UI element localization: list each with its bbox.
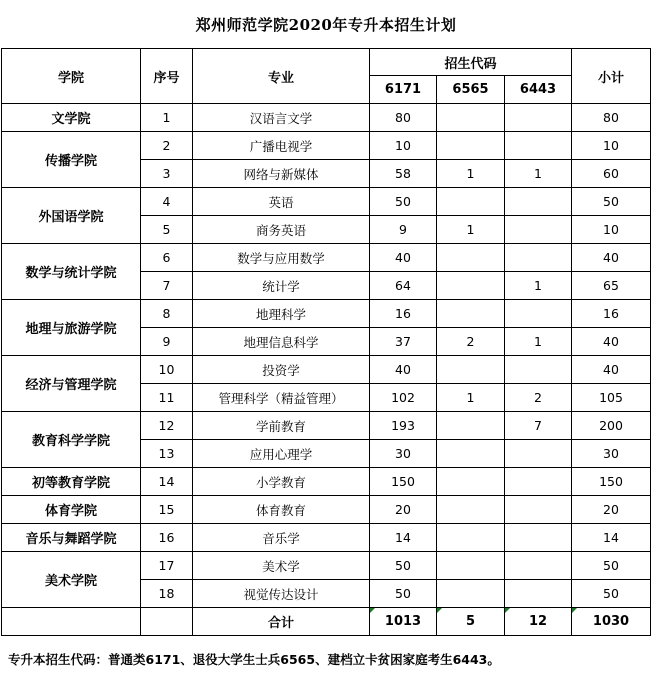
subtotal-cell: 10 (572, 132, 651, 160)
major-cell: 网络与新媒体 (193, 160, 370, 188)
total-6443-value: 12 (528, 614, 548, 629)
code-6565-cell (437, 524, 505, 552)
subtotal-cell: 20 (572, 496, 651, 524)
college-cell: 体育学院 (2, 496, 141, 524)
header-code-6171: 6171 (370, 76, 437, 104)
major-cell: 管理科学（精益管理） (193, 384, 370, 412)
header-major: 专业 (193, 49, 370, 104)
code-6565-cell: 1 (437, 160, 505, 188)
header-subtotal: 小计 (572, 49, 651, 104)
code-6171-cell: 40 (370, 244, 437, 272)
serial-cell: 10 (141, 356, 193, 384)
code-6443-cell (505, 216, 572, 244)
totals-label: 合计 (193, 608, 370, 636)
code-6443-cell (505, 244, 572, 272)
code-6565-cell: 1 (437, 216, 505, 244)
college-cell: 外国语学院 (2, 188, 141, 244)
code-6171-cell: 40 (370, 356, 437, 384)
code-6565-cell (437, 356, 505, 384)
code-6443-cell (505, 552, 572, 580)
college-cell: 教育科学学院 (2, 412, 141, 468)
serial-cell: 16 (141, 524, 193, 552)
code-6565-cell (437, 496, 505, 524)
major-cell: 投资学 (193, 356, 370, 384)
code-6565-cell (437, 552, 505, 580)
college-cell: 文学院 (2, 104, 141, 132)
major-cell: 数学与应用数学 (193, 244, 370, 272)
subtotal-cell: 14 (572, 524, 651, 552)
serial-cell: 6 (141, 244, 193, 272)
serial-cell: 14 (141, 468, 193, 496)
college-cell: 初等教育学院 (2, 468, 141, 496)
major-cell: 商务英语 (193, 216, 370, 244)
major-cell: 美术学 (193, 552, 370, 580)
code-6443-cell (505, 496, 572, 524)
code-6171-cell: 20 (370, 496, 437, 524)
code-6443-cell: 2 (505, 384, 572, 412)
total-6171-cell (370, 608, 437, 636)
code-6443-cell (505, 524, 572, 552)
header-college: 学院 (2, 49, 141, 104)
major-cell: 小学教育 (193, 468, 370, 496)
corner-marker (437, 608, 442, 613)
serial-cell: 15 (141, 496, 193, 524)
subtotal-cell: 50 (572, 188, 651, 216)
code-6443-cell (505, 104, 572, 132)
code-6171-cell: 50 (370, 580, 437, 608)
subtotal-cell: 50 (572, 580, 651, 608)
code-6171-cell: 150 (370, 468, 437, 496)
code-6565-cell: 2 (437, 328, 505, 356)
code-6565-cell (437, 188, 505, 216)
code-6565-cell (437, 244, 505, 272)
code-6565-cell (437, 580, 505, 608)
totals-empty-cell (2, 608, 141, 636)
corner-marker (370, 608, 375, 613)
page-title: 郑州师范学院2020年专升本招生计划 (195, 15, 457, 34)
code-6565-cell (437, 440, 505, 468)
code-6443-cell (505, 440, 572, 468)
serial-cell: 1 (141, 104, 193, 132)
code-6443-cell (505, 300, 572, 328)
corner-marker (505, 608, 510, 613)
code-6443-cell (505, 356, 572, 384)
major-cell: 体育教育 (193, 496, 370, 524)
code-6443-cell: 1 (505, 272, 572, 300)
code-6171-cell: 58 (370, 160, 437, 188)
code-6443-cell (505, 132, 572, 160)
code-6171-cell: 64 (370, 272, 437, 300)
code-6443-cell (505, 188, 572, 216)
subtotal-cell: 150 (572, 468, 651, 496)
college-cell: 经济与管理学院 (2, 356, 141, 412)
grand-total-value: 1030 (592, 614, 630, 629)
code-6171-cell: 102 (370, 384, 437, 412)
code-6171-cell: 14 (370, 524, 437, 552)
code-6565-cell (437, 104, 505, 132)
code-6171-cell: 16 (370, 300, 437, 328)
serial-cell: 17 (141, 552, 193, 580)
header-code-6565: 6565 (437, 76, 505, 104)
subtotal-cell: 60 (572, 160, 651, 188)
code-6171-cell: 9 (370, 216, 437, 244)
subtotal-cell: 200 (572, 412, 651, 440)
code-6171-cell: 193 (370, 412, 437, 440)
code-6565-cell (437, 272, 505, 300)
subtotal-cell: 10 (572, 216, 651, 244)
subtotal-cell: 40 (572, 244, 651, 272)
code-6171-cell: 50 (370, 552, 437, 580)
subtotal-cell: 50 (572, 552, 651, 580)
code-6443-cell (505, 580, 572, 608)
subtotal-cell: 105 (572, 384, 651, 412)
serial-cell: 12 (141, 412, 193, 440)
college-cell: 音乐与舞蹈学院 (2, 524, 141, 552)
code-6565-cell (437, 300, 505, 328)
code-6171-cell: 50 (370, 188, 437, 216)
subtotal-cell: 40 (572, 328, 651, 356)
header-serial: 序号 (141, 49, 193, 104)
code-6565-cell (437, 468, 505, 496)
code-6171-cell: 10 (370, 132, 437, 160)
code-6565-cell (437, 132, 505, 160)
corner-marker (572, 608, 577, 613)
code-6443-cell: 7 (505, 412, 572, 440)
subtotal-cell: 65 (572, 272, 651, 300)
serial-cell: 2 (141, 132, 193, 160)
code-6565-cell (437, 412, 505, 440)
code-6171-cell: 80 (370, 104, 437, 132)
major-cell: 应用心理学 (193, 440, 370, 468)
major-cell: 音乐学 (193, 524, 370, 552)
subtotal-cell: 40 (572, 356, 651, 384)
college-cell: 美术学院 (2, 552, 141, 608)
header-codes-group: 招生代码 (370, 49, 572, 76)
enrollment-table (1, 48, 651, 636)
serial-cell: 3 (141, 160, 193, 188)
college-cell: 传播学院 (2, 132, 141, 188)
code-6565-cell: 1 (437, 384, 505, 412)
college-cell: 地理与旅游学院 (2, 300, 141, 356)
college-cell: 数学与统计学院 (2, 244, 141, 300)
code-6443-cell (505, 468, 572, 496)
header-code-6443: 6443 (505, 76, 572, 104)
serial-cell: 8 (141, 300, 193, 328)
serial-cell: 5 (141, 216, 193, 244)
code-6171-cell: 30 (370, 440, 437, 468)
totals-empty-cell (141, 608, 193, 636)
subtotal-cell: 30 (572, 440, 651, 468)
major-cell: 学前教育 (193, 412, 370, 440)
total-6565-cell (437, 608, 505, 636)
serial-cell: 9 (141, 328, 193, 356)
major-cell: 英语 (193, 188, 370, 216)
major-cell: 视觉传达设计 (193, 580, 370, 608)
code-6443-cell: 1 (505, 328, 572, 356)
total-6171-value: 1013 (384, 614, 422, 629)
serial-cell: 18 (141, 580, 193, 608)
subtotal-cell: 80 (572, 104, 651, 132)
major-cell: 地理信息科学 (193, 328, 370, 356)
major-cell: 广播电视学 (193, 132, 370, 160)
serial-cell: 11 (141, 384, 193, 412)
subtotal-cell: 16 (572, 300, 651, 328)
serial-cell: 7 (141, 272, 193, 300)
grand-total-cell (572, 608, 651, 636)
code-6171-cell: 37 (370, 328, 437, 356)
code-footnote: 专升本招生代码：普通类6171、退役大学生士兵6565、建档立卡贫困家庭考生6443。 (8, 652, 500, 667)
major-cell: 统计学 (193, 272, 370, 300)
major-cell: 地理科学 (193, 300, 370, 328)
major-cell: 汉语言文学 (193, 104, 370, 132)
serial-cell: 4 (141, 188, 193, 216)
total-6443-cell (505, 608, 572, 636)
code-6443-cell: 1 (505, 160, 572, 188)
total-6565-value: 5 (465, 614, 476, 629)
serial-cell: 13 (141, 440, 193, 468)
